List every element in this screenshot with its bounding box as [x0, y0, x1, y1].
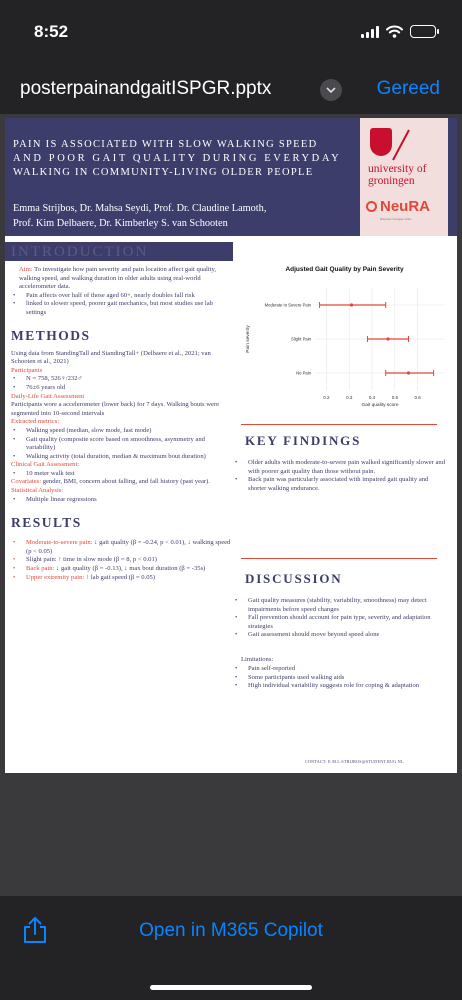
daily-gait-label: Daily-Life Gait Assessment	[11, 392, 85, 400]
chart-title: Adjusted Gait Quality by Pain Severity	[285, 266, 404, 273]
x-tick-label: 0.3	[346, 395, 353, 400]
clinical-label: Clinical Gait Assessment:	[11, 461, 80, 469]
title-line: WALKING IN COMMUNITY-LIVING OLDER PEOPLE	[13, 167, 314, 178]
list-item	[11, 539, 233, 556]
open-in-copilot-button[interactable]: Open in M365 Copilot	[139, 920, 323, 941]
list-item: • Back pain was particularly associated with impaired gait quality and shorter walking endurance.	[233, 476, 447, 493]
list-item: • linked to slower speed, poorer gait mechanics, but most studies use lab settings	[11, 300, 233, 317]
poster-header	[5, 118, 457, 236]
list-item: • Some participants used walking aids	[233, 674, 447, 683]
university-line: groningen	[368, 174, 415, 187]
key-findings-list	[233, 459, 447, 493]
x-tick-label: 0.6	[414, 395, 421, 400]
x-tick-label: 0.4	[368, 395, 376, 400]
status-time: 8:52	[34, 22, 69, 41]
limitations-label: Limitations:	[241, 656, 274, 663]
key-findings-heading: KEY FINDINGS	[245, 433, 362, 448]
list-item: • Multiple linear regressions	[11, 496, 233, 505]
list-item: • High individual variability suggests role for coping & adaptation	[233, 682, 447, 691]
introduction-heading: INTRODUCTION	[5, 242, 233, 261]
logos-panel	[360, 118, 448, 236]
clinical-list	[11, 470, 233, 479]
university-crest-icon	[370, 128, 392, 156]
list-item: • Pain self-reported	[233, 665, 447, 674]
covariates-paragraph	[11, 478, 233, 487]
covariates-label: Covariates:	[11, 478, 42, 486]
list-item	[11, 565, 233, 574]
list-item: • Walking activity (total duration, median & maximum bout duration)	[11, 453, 233, 462]
introduction-list	[11, 292, 233, 318]
x-tick-label: 0.5	[391, 395, 398, 400]
result-text: ↓ gait quality (β = -0.13), ↓ max bout duration (β = -35s)	[56, 565, 206, 573]
university-slash-icon	[392, 130, 410, 161]
list-item	[11, 556, 233, 565]
stats-label: Statistical Analysis:	[11, 487, 64, 495]
stats-list	[11, 496, 233, 505]
list-item: • 76±6 years old	[11, 384, 233, 393]
list-item: • 10 meter walk test	[11, 470, 233, 479]
poster-slide	[5, 118, 457, 773]
result-text: Slight pain: ↑ time in slow mode (β = 8, p < 0.01)	[26, 556, 157, 564]
result-label: Upper extremity pain:	[26, 573, 85, 581]
status-icons	[361, 25, 436, 38]
metrics-label: Extracted metrics:	[11, 418, 60, 426]
authors-line: Prof. Kim Delbaere, Dr. Kimberley S. van Schooten	[13, 218, 228, 229]
list-item: • Gait assessment should move beyond speed alone	[233, 631, 447, 640]
title-line: AND POOR GAIT QUALITY DURING EVERYDAY	[13, 153, 342, 164]
chevron-down-icon[interactable]	[320, 79, 342, 101]
battery-icon	[410, 25, 436, 38]
y-tick-label: Slight Pain	[290, 336, 311, 342]
gait-quality-chart	[237, 266, 452, 414]
chart-plot	[237, 274, 452, 414]
neura-logo: NeuRA	[380, 198, 431, 215]
discussion-heading: DISCUSSION	[245, 571, 343, 586]
discussion-divider	[241, 558, 437, 559]
neura-tagline: Discover Conquer Cure	[380, 217, 412, 221]
file-title[interactable]: posterpainandgaitISPGR.pptx	[20, 78, 272, 99]
contact-line: CONTACT: E.M.L.STRIJBOS@STUDENT.RUG.NL	[305, 759, 404, 764]
done-button[interactable]: Gereed	[376, 78, 440, 99]
participants-list	[11, 375, 233, 392]
authors-line: Emma Strijbos, Dr. Mahsa Seydi, Prof. Dr. Claudine Lamoth,	[13, 203, 267, 214]
result-label: Moderate-to-severe pain:	[26, 539, 93, 547]
status-bar	[0, 0, 462, 66]
aim-text: To investigate how pain severity and pain location affect gait quality, walking speed, and walking duration in older adults using real-world accelerometer data.	[19, 266, 217, 291]
list-item: • N = 758, 526♀/232♂	[11, 375, 233, 384]
list-item: • Walking speed (median, slow mode, fast mode)	[11, 427, 233, 436]
left-column	[11, 242, 233, 582]
list-item: • Older adults with moderate-to-severe pain walked significantly slower and with poorer gait quality than those without pain.	[233, 459, 447, 476]
key-findings-divider	[241, 424, 437, 425]
neura-logo-icon	[366, 201, 377, 212]
poster-authors	[13, 201, 353, 231]
data-point	[350, 303, 353, 306]
x-tick-label: 0.2	[323, 395, 330, 400]
data-point	[407, 371, 410, 374]
results-list	[11, 539, 233, 582]
metrics-list	[11, 427, 233, 461]
university-logo	[368, 164, 426, 187]
list-item: • Gait quality (composite score based on smoothness, asymmetry and variability)	[11, 436, 233, 453]
title-line: PAIN IS ASSOCIATED WITH SLOW WALKING SPEED	[13, 139, 318, 150]
y-tick-label: Moderate to Severe Pain	[264, 302, 311, 308]
aim-label: Aim:	[19, 266, 33, 273]
home-indicator	[150, 985, 312, 990]
data-point	[386, 337, 389, 340]
y-tick-label: No Pain	[296, 370, 311, 376]
discussion-list	[233, 597, 447, 640]
results-heading: RESULTS	[11, 515, 82, 531]
covariates-text: gender, BMI, concern about falling, and fall history (past year).	[42, 478, 210, 486]
y-axis-label: Pain severity	[246, 325, 251, 353]
daily-gait-text: Participants wore a accelerometer (lower back) for 7 days. Walking bouts were segmented into 10-second intervals	[11, 401, 220, 417]
list-item: • Pain affects over half of those aged 60+, nearly doubles fall risk	[11, 292, 233, 301]
result-label: Back pain:	[26, 565, 55, 573]
cellular-signal-icon	[361, 26, 379, 38]
result-text: ↓ gait quality (β = -0.24, p < 0.01), ↓ walking speed (p < 0.05)	[26, 539, 231, 555]
participants-label: Participants	[11, 366, 43, 374]
x-axis-label: Gait quality score	[361, 403, 399, 408]
wifi-icon	[386, 25, 403, 38]
list-item: • Fall prevention should account for pain type, severity, and adaptation strategies	[233, 614, 447, 631]
university-line: university of	[368, 163, 427, 175]
aim-paragraph	[11, 266, 233, 292]
navigation-bar	[0, 66, 462, 114]
list-item: • Gait quality measures (stability, variability, smoothness) may detect impairments before speed changes	[233, 597, 447, 614]
poster-title	[13, 138, 348, 180]
methods-heading: METHODS	[11, 327, 91, 343]
bottom-toolbar	[0, 896, 462, 1000]
list-item	[11, 574, 233, 583]
result-text: ↑ lab gait speed (β = 0.05)	[85, 573, 156, 581]
methods-intro: Using data from StandingTall and StandingTall+ (Delbaere et al., 2021; van Schooten et al., 2021)	[11, 349, 211, 366]
limitations-list	[233, 665, 447, 691]
